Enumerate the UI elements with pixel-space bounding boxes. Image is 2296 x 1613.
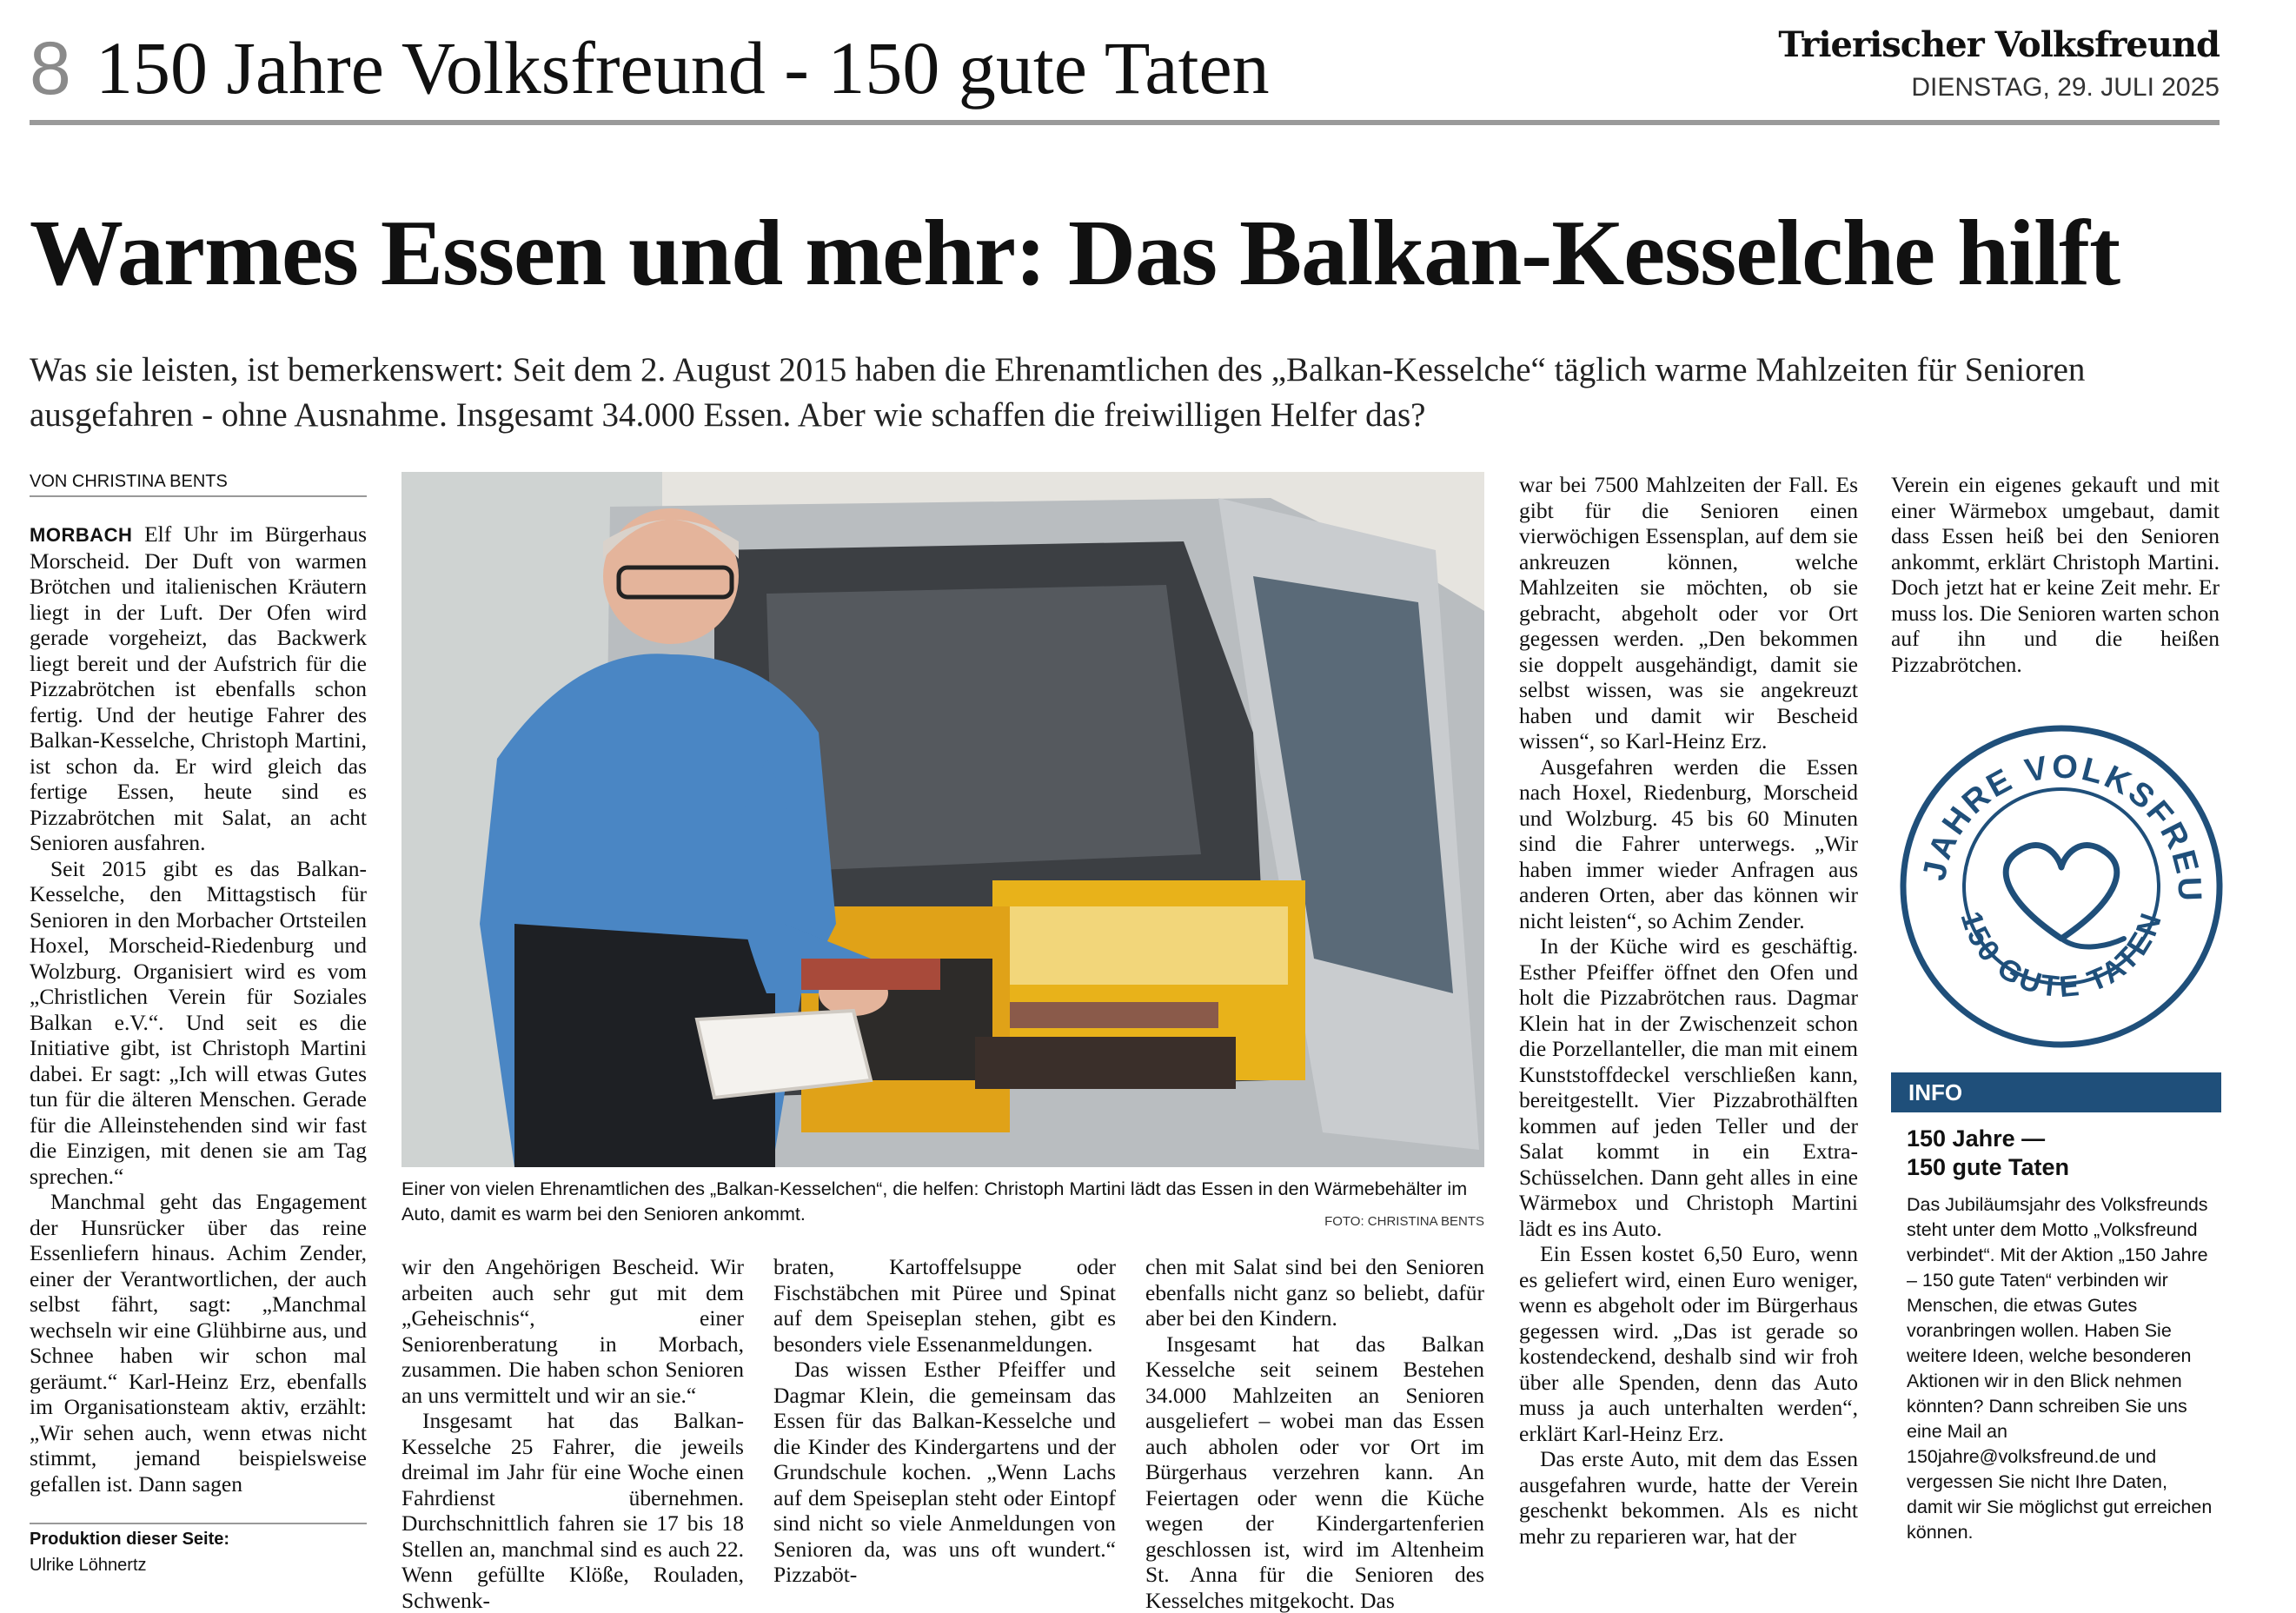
badge-emblem [1896, 721, 2226, 1052]
paragraph: Ausgefahren werden die Essen nach Hoxel, Riedenburg, Morscheid und Wolzburg. 45 bis 60 Minuten sind die Fahrer unterwegs. „Wir haben immer wieder Anfragen aus anderen Orten, aber das können wir nicht leisten“, so Achim Zender. [1519, 754, 1858, 934]
paragraph: Ein Essen kostet 6,50 Euro, wenn es geliefert wird, einen Euro weniger, wenn es abgeholt oder im Bürgerhaus gegessen wird. „Das ist gerade so kostendeckend, deshalb sind wir froh über alle Spenden, denn das Auto muss ja auch unterhalten werden“, erklärt Karl-Heinz Erz. [1519, 1241, 1858, 1446]
production-label: Produktion dieser Seite: [30, 1530, 229, 1550]
paragraph: Das wissen Esther Pfeiffer und Dagmar Klein, die gemeinsam das Essen für das Balkan-Kesselche und die Kinder des Kindergartens und der Grundschule kochen. „Wenn Lachs auf dem Speiseplan steht oder Eintopf sind nicht so viele Anmeldungen von Senioren da, was uns oft wundert.“ Pizzaböt- [773, 1357, 1116, 1588]
headline: Warmes Essen und mehr: Das Balkan-Kesselche hilft [30, 202, 2220, 306]
column-1 [30, 521, 367, 1521]
badge-bottom-text: 150 GUTE TATEN [1954, 907, 2168, 1004]
production-name: Ulrike Löhnertz [30, 1556, 147, 1576]
info-label-bar [1891, 1072, 2221, 1112]
svg-text:150 GUTE TATEN [1954, 907, 2168, 1004]
paragraph: Insgesamt hat das Balkan-Kesselche 25 Fahrer, die jeweils dreimal im Jahr für eine Woche einen Fahrdienst übernehmen. Durchschnittlich fahren sie 17 bis 18 Stellen an, manchmal sind es auch 22. Wenn gefüllte Klöße, Rouladen, Schwenk- [401, 1408, 744, 1613]
article-photo [401, 472, 1484, 1167]
masthead-logo: Trierischer Volksfreund [1778, 24, 2220, 65]
heart-icon [2006, 846, 2117, 939]
column-6 [1891, 472, 2220, 689]
header-rule [30, 120, 2220, 125]
paragraph: braten, Kartoffelsuppe oder Fischstäbchen mit Püree und Spinat auf dem Speiseplan stehen, gibt es besonders viele Essenanmeldungen. [773, 1254, 1116, 1357]
paragraph: Verein ein eigenes gekauft und mit einer Wärmebox umgebaut, damit dass Essen heiß bei den Senioren ankommt, erklärt Christoph Martini. Doch jetzt hat er keine Zeit mehr. Er muss los. Die Senioren warten schon auf ihn und die heißen Pizzabrötchen. [1891, 472, 2220, 677]
photo-credit: FOTO: CHRISTINA BENTS [1324, 1209, 1484, 1234]
column-5 [1519, 472, 1858, 1593]
info-label: INFO [1908, 1079, 1962, 1105]
paragraph: In der Küche wird es geschäftig. Esther Pfeiffer öffnet den Ofen und holt die Pizzabrötchen raus. Dagmar Klein hat in der Zwischenzeit schon die Porzellanteller, die man mit einem Kunststoffdeckel verschließen kann, bereitgestellt. Vier Pizzabrothälften kommen auf jeden Teller und der Salat kommt in ein Extra-Schüsselchen. Dann geht alles in eine Wärmebox und Christoph Martini lädt es ins Auto. [1519, 933, 1858, 1241]
column-3 [773, 1254, 1116, 1593]
column-4 [1145, 1254, 1484, 1593]
issue-date: DIENSTAG, 29. JULI 2025 [1911, 73, 2220, 103]
anniversary-badge [1896, 721, 2226, 1052]
page-header [30, 21, 2220, 125]
info-body: Das Jubiläumsjahr des Volksfreunds steht unter dem Motto „Volksfreund verbindet“. Mit der Aktion „150 Jahre – 150 gute Taten“ verbinden wir Menschen, die etwas Gutes voranbringen wollen. Haben Sie weitere Ideen, welche besonderen Aktionen wir in den Blick nehmen könnten? Dann schreiben Sie uns eine Mail an 150jahre@volksfreund.de und vergessen Sie nicht Ihre Daten, damit wir Sie möglichst gut erreichen können. [1907, 1192, 2213, 1545]
info-box [1891, 1072, 2221, 1594]
column-2 [401, 1254, 744, 1593]
paragraph: Seit 2015 gibt es das Balkan-Kesselche, den Mittagstisch für Senioren in den Morbacher Ortsteilen Hoxel, Morscheid-Riedenburg und Wolzburg. Organisiert wird es vom „Christlichen Verein für Soziales Balkan e.V.“. Und seit es die Initiative gibt, ist Christoph Martini dabei. Er sagt: „Ich will etwas Gutes tun für die älteren Menschen. Gerade für die Alleinstehenden sind wir fast die Einzigen, mit denen sie am Tag sprechen.“ [30, 856, 367, 1190]
lead-text: Was sie leisten, ist bemerkenswert: Seit dem 2. August 2015 haben die Ehrenamtlichen des „Balkan-Kesselche“ täglich warme Mahlzeiten für Senioren ausgefahren - ohne Ausnahme. Insgesamt 34.000 Essen. Aber wie schaffen die freiwilligen Helfer das? [30, 348, 2185, 438]
paragraph: wir den Angehörigen Bescheid. Wir arbeiten auch sehr gut mit dem „Geheischnis“, einer Seniorenberatung in Morbach, zusammen. Die haben schon Senioren an uns vermittelt und wir an sie.“ [401, 1254, 744, 1408]
page-number: 8 [30, 26, 71, 112]
section-title: 150 Jahre Volksfreund - 150 gute Taten [96, 24, 1270, 111]
paragraph: Insgesamt hat das Balkan Kesselche seit seinem Bestehen 34.000 Mahlzeiten an Senioren ausgeliefert – wobei man das Essen auch abholen oder vor Ort im Bürgerhaus verzehren kann. An Feiertagen oder wenn die Küche wegen der Kindergartenferien geschlossen ist, wird im Altenheim St. Anna für die Senioren des Kesselches mitgekocht. Das [1145, 1331, 1484, 1613]
photo-illustration [401, 472, 1484, 1167]
badge-top-text: JAHRE VOLKSFREU [1896, 721, 2207, 904]
svg-text:150 JAHRE VOLKSFREUND [1896, 721, 2207, 904]
dateline: MORBACH [30, 524, 132, 546]
paragraph: chen mit Salat sind bei den Senioren ebenfalls nicht ganz so beliebt, dafür aber bei den Kindern. [1145, 1254, 1484, 1331]
paragraph: Manchmal geht das Engagement der Hunsrücker über das reine Essenliefern hinaus. Achim Zender, einer der Verantwortlichen, der auch selbst fährt, sagt: „Manchmal wechseln wir eine Glühbirne aus, und Schnee haben wir schon mal geräumt.“ Karl-Heinz Erz, ebenfalls im Organisationsteam aktiv, erzählt: „Wir sehen auch, wenn etwas nicht stimmt, jemand beispielsweise gefallen ist. Dann sagen [30, 1189, 367, 1497]
paragraph: war bei 7500 Mahlzeiten der Fall. Es gibt für die Senioren einen vierwöchigen Essensplan, auf dem sie ankreuzen können, welche Mahlzeiten sie möchten, ob sie gebracht, abgeholt oder vor Ort gegessen werden. „Den bekommen sie doppelt ausgehändigt, damit sie selbst wissen, was sie angekreuzt haben und damit wir Bescheid wissen“, so Karl-Heinz Erz. [1519, 472, 1858, 754]
photo-caption: Einer von vielen Ehrenamtlichen des „Balkan-Kesselchen“, die helfen: Christoph Martini lädt das Essen in den Wärmebehälter im Auto, damit es warm bei den Senioren ankommt. FOTO: CHRISTINA BENTS [401, 1177, 1484, 1234]
paragraph: Das erste Auto, mit dem das Essen ausgefahren wurde, hatte der Verein geschenkt bekommen. Als es nicht mehr zu reparieren war, hat der [1519, 1446, 1858, 1549]
production-rule [30, 1523, 367, 1524]
paragraph: MORBACH Elf Uhr im Bürgerhaus Morscheid. Der Duft von warmen Brötchen und italienischen Kräutern liegt in der Luft. Der Ofen wird gerade vorgeheizt, das Backwerk liegt bereit und der Aufstrich für die Pizzabrötchen ist ebenfalls schon fertig. Und der heutige Fahrer des Balkan-Kesselche, Christoph Martini, ist schon da. Er wird gleich das fertige Essen, heute sind es Pizzabrötchen mit Salat, an acht Senioren ausfahren. [30, 521, 367, 856]
info-title: 150 Jahre — 150 gute Taten [1907, 1125, 2221, 1182]
byline: VON CHRISTINA BENTS [30, 472, 367, 497]
